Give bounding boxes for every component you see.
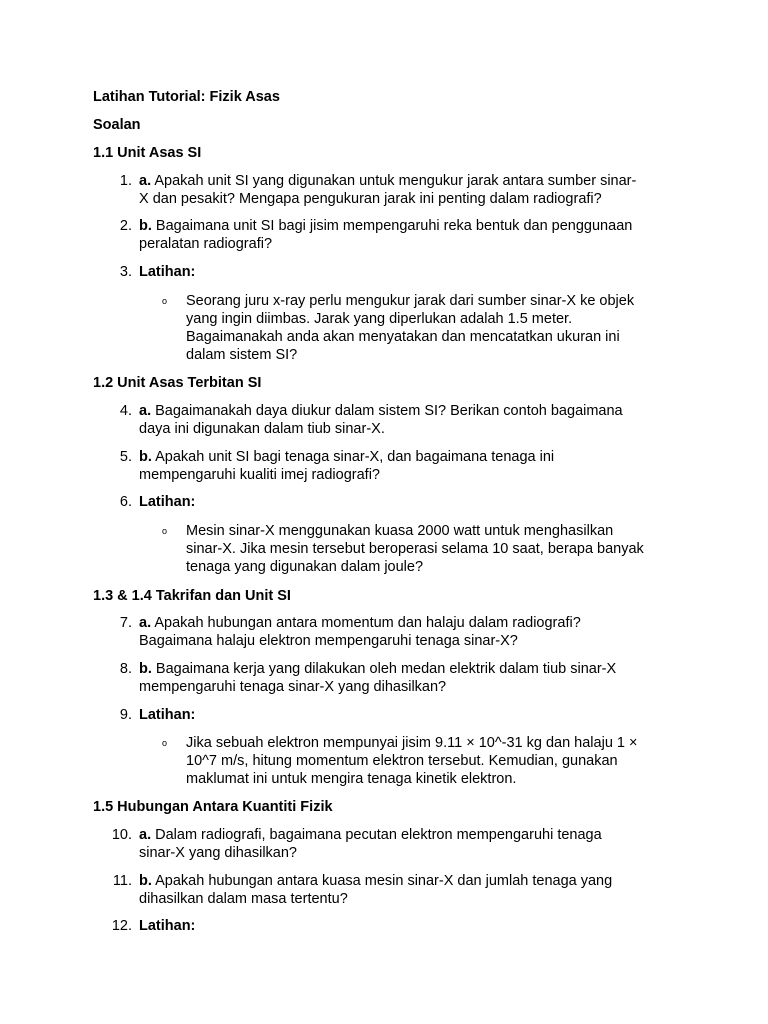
item-line: sinar-X yang dihasilkan? [139,845,297,861]
item-number: 2. [119,218,132,234]
exercise-line: Seorang juru x-ray perlu mengukur jarak dari sumber sinar-X ke objek [186,293,635,309]
item-label: a. [139,827,152,843]
questions-heading: Soalan [93,117,141,133]
exercise-line: Mesin sinar-X menggunakan kuasa 2000 watt untuk menghasilkan [186,523,614,539]
bullet-icon: o [162,296,168,306]
item-number: 10. [111,827,132,843]
item-text [139,263,684,281]
item-line: mempengaruhi kualiti imej radiografi? [139,467,380,483]
item-line: Bagaimana kerja yang dilakukan oleh medan elektrik dalam tiub sinar-X [155,661,617,677]
item-number: 7. [119,615,132,631]
item-line: Apakah hubungan antara momentum dan halaju dalam radiografi? [154,615,581,631]
exercise-line: maklumat ini untuk mengira tenaga kinetik elektron. [186,771,517,787]
item-line: Bagaimana halaju elektron mempengaruhi tenaga sinar-X? [139,633,518,649]
item-label: Latihan: [139,264,196,280]
item-label: b. [139,661,152,677]
exercise-text [186,292,683,364]
item-text [139,402,684,438]
item-number: 3. [119,264,132,280]
section-heading: 1.5 Hubungan Antara Kuantiti Fizik [93,799,333,815]
exercise-text [186,734,683,788]
item-label: b. [139,218,152,234]
item-label: Latihan: [139,494,196,510]
item-text [139,614,684,650]
item-label: a. [139,403,152,419]
exercise-line: Jika sebuah elektron mempunyai jisim 9.11 × 10^-31 kg dan halaju 1 × [186,735,638,751]
section-heading: 1.3 & 1.4 Takrifan dan Unit SI [93,588,291,604]
item-number: 8. [119,661,132,677]
item-text [139,872,684,908]
item-number: 1. [119,173,132,189]
item-number: 4. [119,403,132,419]
bullet-icon: o [162,526,168,536]
item-label: a. [139,615,152,631]
item-text [139,917,684,935]
item-line: Apakah unit SI yang digunakan untuk mengukur jarak antara sumber sinar- [154,173,637,189]
document-title: Latihan Tutorial: Fizik Asas [93,89,280,105]
item-label: Latihan: [139,918,196,934]
item-number: 11. [112,873,132,889]
bullet-icon: o [162,738,168,748]
item-line: Apakah unit SI bagi tenaga sinar-X, dan bagaimana tenaga ini [155,449,555,465]
item-line: peralatan radiografi? [139,236,273,252]
item-label: b. [139,873,152,889]
item-line: X dan pesakit? Mengapa pengukuran jarak ini penting dalam radiografi? [139,191,602,207]
item-line: Bagaimana unit SI bagi jisim mempengaruhi reka bentuk dan penggunaan [155,218,633,234]
item-line: daya ini digunakan dalam tiub sinar-X. [139,421,385,437]
item-line: Apakah hubungan antara kuasa mesin sinar-X dan jumlah tenaga yang [155,873,613,889]
item-line: mempengaruhi tenaga sinar-X yang dihasilkan? [139,679,447,695]
item-text [139,448,684,484]
exercise-line: tenaga yang digunakan dalam joule? [186,559,424,575]
item-line: Dalam radiografi, bagaimana pecutan elektron mempengaruhi tenaga [155,827,602,843]
item-line: dihasilkan dalam masa tertentu? [139,891,348,907]
item-text [139,172,684,208]
item-number: 6. [119,494,132,510]
exercise-line: sinar-X. Jika mesin tersebut beroperasi selama 10 saat, berapa banyak [186,541,644,557]
item-label: b. [139,449,152,465]
item-line: Bagaimanakah daya diukur dalam sistem SI? Berikan contoh bagaimana [155,403,623,419]
exercise-text [186,522,683,576]
item-number: 5. [119,449,132,465]
section-heading: 1.2 Unit Asas Terbitan SI [93,375,262,391]
item-text [139,493,684,511]
exercise-line: yang ingin diimbas. Jarak yang diperlukan adalah 1.5 meter. [186,311,573,327]
item-text [139,826,684,862]
item-label: Latihan: [139,707,196,723]
exercise-line: Bagaimanakah anda akan menyatakan dan mencatatkan ukuran ini [186,329,620,345]
item-text [139,706,684,724]
item-label: a. [139,173,152,189]
section-heading: 1.1 Unit Asas SI [93,145,202,161]
item-text [139,217,684,253]
exercise-line: dalam sistem SI? [186,347,298,363]
item-number: 12. [111,918,132,934]
item-text [139,660,684,696]
item-number: 9. [119,707,132,723]
exercise-line: 10^7 m/s, hitung momentum elektron tersebut. Kemudian, gunakan [186,753,618,769]
